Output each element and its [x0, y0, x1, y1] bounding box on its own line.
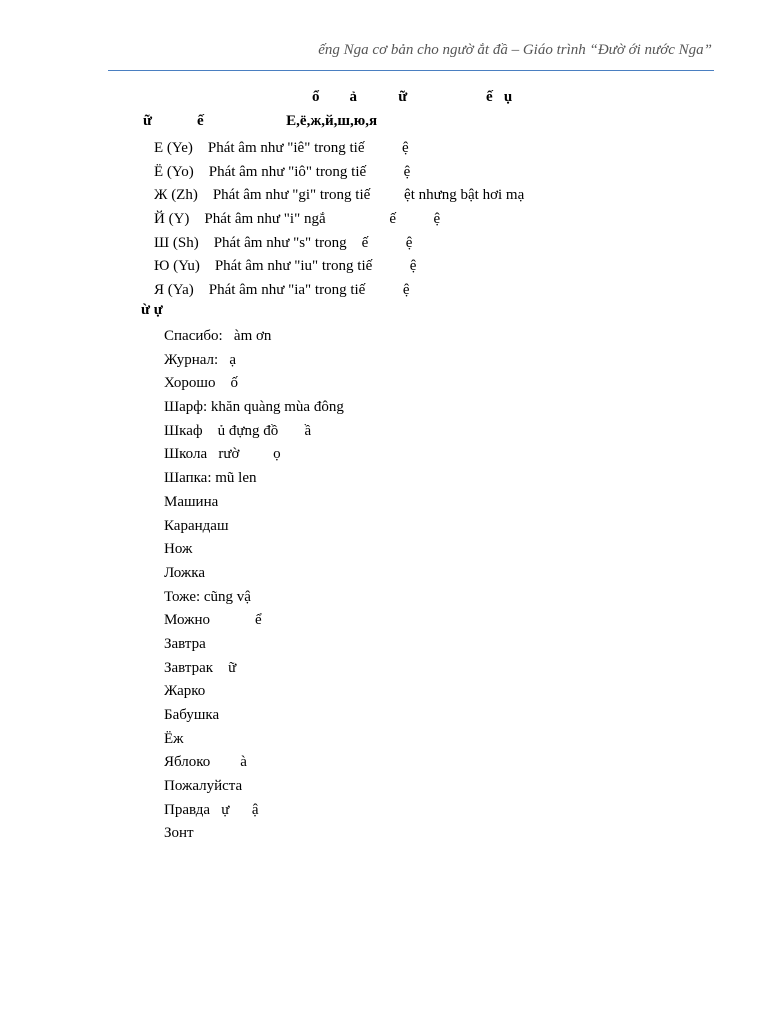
- letter-row-yo: Ё (Yo) Phát âm như "iô" trong tiế ệ: [154, 163, 411, 180]
- vocabulary-item: Правда ự ậ: [164, 801, 259, 818]
- lesson-intro: ữ ế Е,ё,ж,й,ш,ю,я: [143, 113, 378, 129]
- vocabulary-item: Зонт: [164, 825, 194, 842]
- vocabulary-item: Завтрак ữ: [164, 659, 237, 676]
- vocabulary-item: Школа rườ ọ: [164, 446, 281, 463]
- letter-list: [154, 137, 524, 303]
- vocabulary-list: [164, 325, 344, 846]
- vocabulary-item: Ложка: [164, 564, 206, 581]
- page-header: ếng Nga cơ bản cho ngườ ắt đầ – Giáo trình “Đườ ới nước Nga”: [318, 42, 712, 58]
- lesson-title: ổ ả ữ ế ụ: [312, 89, 513, 105]
- letter-row-y: Й (Y) Phát âm như "i" ngắ ế ệ: [154, 211, 441, 228]
- vocabulary-item: Карандаш: [164, 517, 229, 534]
- letter-row-ya: Я (Ya) Phát âm như "ia" trong tiế ệ: [154, 282, 410, 299]
- vocabulary-heading: ừ ự: [141, 302, 163, 318]
- vocabulary-item: Хорошо ố: [164, 375, 238, 392]
- vocabulary-item: Тоже: cũng vậ: [164, 588, 251, 605]
- letter-row-yu: Ю (Yu) Phát âm như "iu" trong tiế ệ: [154, 258, 417, 275]
- vocabulary-item: Нож: [164, 541, 193, 558]
- vocabulary-item: Можно ể: [164, 612, 262, 629]
- vocabulary-item: Журнал: ạ: [164, 351, 237, 368]
- vocabulary-item: Яблоко à: [164, 754, 247, 771]
- vocabulary-item: Жарко: [164, 683, 206, 700]
- letter-row-zh: Ж (Zh) Phát âm như "gi" trong tiế ệt nhưng bật hơi mạ: [154, 187, 525, 204]
- vocabulary-item: Ёж: [164, 730, 184, 747]
- vocabulary-item: Шапка: mũ len: [164, 470, 257, 487]
- vocabulary-item: Бабушка: [164, 707, 220, 723]
- vocabulary-item: Завтра: [164, 635, 206, 652]
- vocabulary-item: Шкаф ủ đựng đồ ầ: [164, 422, 312, 439]
- letter-row-ye: Е (Ye) Phát âm như "iê" trong tiế ệ: [154, 140, 409, 156]
- vocabulary-item: Шарф: khăn quàng mùa đông: [164, 399, 344, 416]
- vocabulary-item: Спасибо: àm ơn: [164, 328, 272, 344]
- letter-row-sh: Ш (Sh) Phát âm như "s" trong ế ệ: [154, 234, 413, 251]
- header-divider: [108, 70, 714, 71]
- vocabulary-item: Машина: [164, 493, 219, 510]
- vocabulary-item: Пожалуйста: [164, 778, 243, 795]
